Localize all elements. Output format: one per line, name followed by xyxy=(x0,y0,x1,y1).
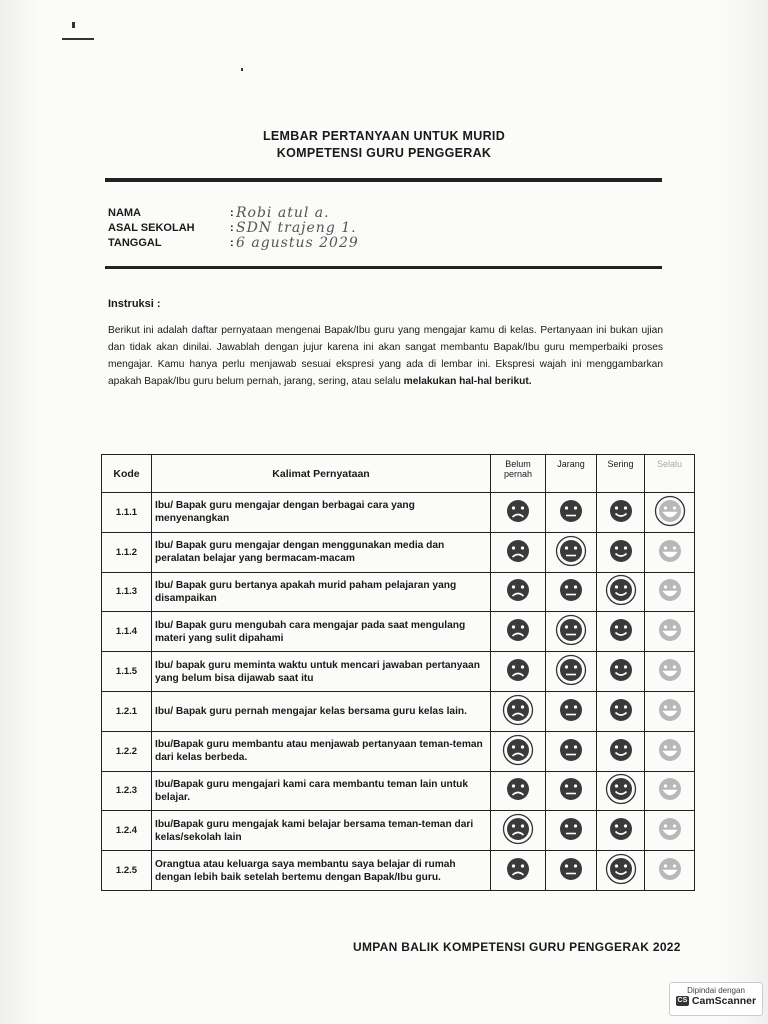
face-option-cell[interactable] xyxy=(491,811,546,851)
face-option-cell[interactable] xyxy=(597,532,645,572)
face-option-cell[interactable] xyxy=(546,851,597,891)
smile-face-icon xyxy=(605,535,637,567)
neutral-face-icon xyxy=(555,813,587,845)
identity-label: ASAL SEKOLAH xyxy=(108,221,195,234)
neutral-face-icon xyxy=(555,574,587,606)
table-row xyxy=(102,731,695,771)
face-option-cell[interactable] xyxy=(645,652,695,692)
row-statement: Orangtua atau keluarga saya membantu saya belajar di rumah dengan lebih baik setelah bertemu dengan Bapak/Ibu guru. xyxy=(152,851,491,891)
face-option-cell[interactable] xyxy=(546,493,597,533)
neutral-face-icon xyxy=(555,853,587,885)
neutral-face-icon xyxy=(555,694,587,726)
smile-face-icon xyxy=(605,773,637,805)
face-option-cell[interactable] xyxy=(645,811,695,851)
face-option-cell[interactable] xyxy=(546,691,597,731)
identity-label: TANGGAL xyxy=(108,236,162,249)
row-statement: Ibu/Bapak guru mengajak kami belajar bersama teman-teman dari kelas/sekolah lain xyxy=(152,811,491,851)
table-row xyxy=(102,493,695,533)
laugh-face-icon xyxy=(654,853,686,885)
header-belum-pernah: Belum pernah xyxy=(491,455,546,493)
row-code: 1.2.2 xyxy=(102,731,152,771)
row-code: 1.1.1 xyxy=(102,493,152,533)
table-row xyxy=(102,691,695,731)
scan-line xyxy=(62,38,94,40)
laugh-face-icon xyxy=(654,614,686,646)
neutral-face-icon xyxy=(555,535,587,567)
sad-face-icon xyxy=(502,773,534,805)
sad-face-icon xyxy=(502,813,534,845)
face-option-cell[interactable] xyxy=(491,691,546,731)
face-option-cell[interactable] xyxy=(491,731,546,771)
smile-face-icon xyxy=(605,694,637,726)
identity-value: SDN trajeng 1. xyxy=(236,219,357,236)
sad-face-icon xyxy=(502,654,534,686)
neutral-face-icon xyxy=(555,614,587,646)
identity-value: Robi atul a. xyxy=(236,204,330,221)
face-option-cell[interactable] xyxy=(597,851,645,891)
row-statement: Ibu/ Bapak guru pernah mengajar kelas bersama guru kelas lain. xyxy=(152,691,491,731)
instructions-body xyxy=(108,322,663,390)
smile-face-icon xyxy=(605,813,637,845)
smile-face-icon xyxy=(605,853,637,885)
scan-speck xyxy=(241,68,243,71)
laugh-face-icon xyxy=(654,574,686,606)
face-option-cell[interactable] xyxy=(491,771,546,811)
smile-face-icon xyxy=(605,734,637,766)
sad-face-icon xyxy=(502,495,534,527)
table-row xyxy=(102,612,695,652)
identity-row-school xyxy=(108,220,359,235)
row-code: 1.2.3 xyxy=(102,771,152,811)
document-title xyxy=(0,128,768,162)
row-statement: Ibu/ Bapak guru mengajar dengan berbagai cara yang menyenangkan xyxy=(152,493,491,533)
table-header-row xyxy=(102,455,695,493)
table-row xyxy=(102,532,695,572)
laugh-face-icon xyxy=(654,654,686,686)
instructions-title: Instruksi : xyxy=(108,298,161,310)
row-statement: Ibu/ bapak guru meminta waktu untuk mencari jawaban pertanyaan yang belum bisa dijawab saat itu xyxy=(152,652,491,692)
row-statement: Ibu/ Bapak guru mengubah cara mengajar pada saat mengulang materi yang sulit dipahami xyxy=(152,612,491,652)
row-code: 1.2.5 xyxy=(102,851,152,891)
face-option-cell[interactable] xyxy=(597,572,645,612)
sad-face-icon xyxy=(502,853,534,885)
face-option-cell[interactable] xyxy=(597,771,645,811)
row-statement: Ibu/Bapak guru mengajari kami cara membantu teman lain untuk belajar. xyxy=(152,771,491,811)
neutral-face-icon xyxy=(555,654,587,686)
table-row xyxy=(102,652,695,692)
row-statement: Ibu/Bapak guru membantu atau menjawab pertanyaan teman-teman dari kelas berbeda. xyxy=(152,731,491,771)
row-code: 1.2.4 xyxy=(102,811,152,851)
badge-brand xyxy=(670,995,762,1007)
table-row xyxy=(102,771,695,811)
questionnaire-table xyxy=(101,454,695,891)
face-option-cell[interactable] xyxy=(645,731,695,771)
face-option-cell[interactable] xyxy=(546,612,597,652)
face-option-cell[interactable] xyxy=(597,493,645,533)
title-line-2: KOMPETENSI GURU PENGGERAK xyxy=(276,146,492,160)
face-option-cell[interactable] xyxy=(597,731,645,771)
title-line-1: LEMBAR PERTANYAAN UNTUK MURID xyxy=(262,129,506,143)
row-code: 1.1.4 xyxy=(102,612,152,652)
page-footer: UMPAN BALIK KOMPETENSI GURU PENGGERAK 2022 xyxy=(353,940,681,954)
identity-label: NAMA xyxy=(108,206,141,219)
table-row xyxy=(102,851,695,891)
face-option-cell[interactable] xyxy=(491,493,546,533)
smile-face-icon xyxy=(605,654,637,686)
row-statement: Ibu/ Bapak guru mengajar dengan menggunakan media dan peralatan belajar yang bermacam-macam xyxy=(152,532,491,572)
face-option-cell[interactable] xyxy=(645,493,695,533)
face-option-cell[interactable] xyxy=(597,612,645,652)
row-code: 1.2.1 xyxy=(102,691,152,731)
row-code: 1.1.5 xyxy=(102,652,152,692)
identity-row-date xyxy=(108,235,359,250)
instructions-text: Berikut ini adalah daftar pernyataan mengenai Bapak/Ibu guru yang mengajar kamu di kelas. Pertanyaan ini bukan ujian dan tidak akan dinilai. Jawablah dengan jujur karena ini akan sangat membantu Bapak/Ibu guru memperbaiki proses mengajar. Kamu hanya perlu menjawab sesuai ekspresi yang ada di lembar ini. Ekspresi wajah ini menggambarkan apakah Bapak/Ibu guru belum pernah, jarang, sering, atau selalu xyxy=(108,325,663,387)
face-option-cell[interactable] xyxy=(645,771,695,811)
header-jarang: Jarang xyxy=(546,455,597,493)
face-option-cell[interactable] xyxy=(491,851,546,891)
face-option-cell[interactable] xyxy=(645,851,695,891)
table-row xyxy=(102,811,695,851)
face-option-cell[interactable] xyxy=(546,731,597,771)
identity-colon: : xyxy=(230,221,234,234)
identity-colon: : xyxy=(230,206,234,219)
face-option-cell[interactable] xyxy=(491,572,546,612)
neutral-face-icon xyxy=(555,495,587,527)
face-option-cell[interactable] xyxy=(491,612,546,652)
top-divider xyxy=(105,178,662,182)
row-code: 1.1.3 xyxy=(102,572,152,612)
smile-face-icon xyxy=(605,614,637,646)
laugh-face-icon xyxy=(654,495,686,527)
face-option-cell[interactable] xyxy=(546,572,597,612)
sad-face-icon xyxy=(502,694,534,726)
neutral-face-icon xyxy=(555,734,587,766)
identity-colon: : xyxy=(230,236,234,249)
face-option-cell[interactable] xyxy=(645,612,695,652)
laugh-face-icon xyxy=(654,813,686,845)
smile-face-icon xyxy=(605,574,637,606)
face-option-cell[interactable] xyxy=(645,691,695,731)
badge-brand-name: CamScanner xyxy=(691,995,757,1007)
identity-row-name xyxy=(108,205,359,220)
header-selalu: Selalu xyxy=(645,455,695,493)
identity-value: 6 agustus 2029 xyxy=(236,234,359,251)
header-code: Kode xyxy=(102,455,152,493)
sad-face-icon xyxy=(502,574,534,606)
header-statement: Kalimat Pernyataan xyxy=(152,455,491,493)
instructions-tail: melakukan hal-hal berikut. xyxy=(403,376,532,387)
row-code: 1.1.2 xyxy=(102,532,152,572)
laugh-face-icon xyxy=(654,694,686,726)
laugh-face-icon xyxy=(654,535,686,567)
sad-face-icon xyxy=(502,734,534,766)
laugh-face-icon xyxy=(654,734,686,766)
camscanner-logo-icon: CS xyxy=(677,997,688,1004)
header-sering: Sering xyxy=(597,455,645,493)
face-option-cell[interactable] xyxy=(546,652,597,692)
sad-face-icon xyxy=(502,614,534,646)
badge-caption: Dipindai dengan xyxy=(687,986,745,995)
table-row xyxy=(102,572,695,612)
scan-speck xyxy=(72,22,75,28)
face-option-cell[interactable] xyxy=(491,532,546,572)
neutral-face-icon xyxy=(555,773,587,805)
face-option-cell[interactable] xyxy=(597,811,645,851)
laugh-face-icon xyxy=(654,773,686,805)
bottom-divider xyxy=(105,266,662,269)
face-option-cell[interactable] xyxy=(546,811,597,851)
camscanner-badge xyxy=(669,982,763,1016)
face-option-cell[interactable] xyxy=(597,652,645,692)
face-option-cell[interactable] xyxy=(546,771,597,811)
row-statement: Ibu/ Bapak guru bertanya apakah murid paham pelajaran yang disampaikan xyxy=(152,572,491,612)
face-option-cell[interactable] xyxy=(645,532,695,572)
smile-face-icon xyxy=(605,495,637,527)
sad-face-icon xyxy=(502,535,534,567)
face-option-cell[interactable] xyxy=(491,652,546,692)
identity-block xyxy=(108,205,359,250)
face-option-cell[interactable] xyxy=(546,532,597,572)
face-option-cell[interactable] xyxy=(597,691,645,731)
face-option-cell[interactable] xyxy=(645,572,695,612)
